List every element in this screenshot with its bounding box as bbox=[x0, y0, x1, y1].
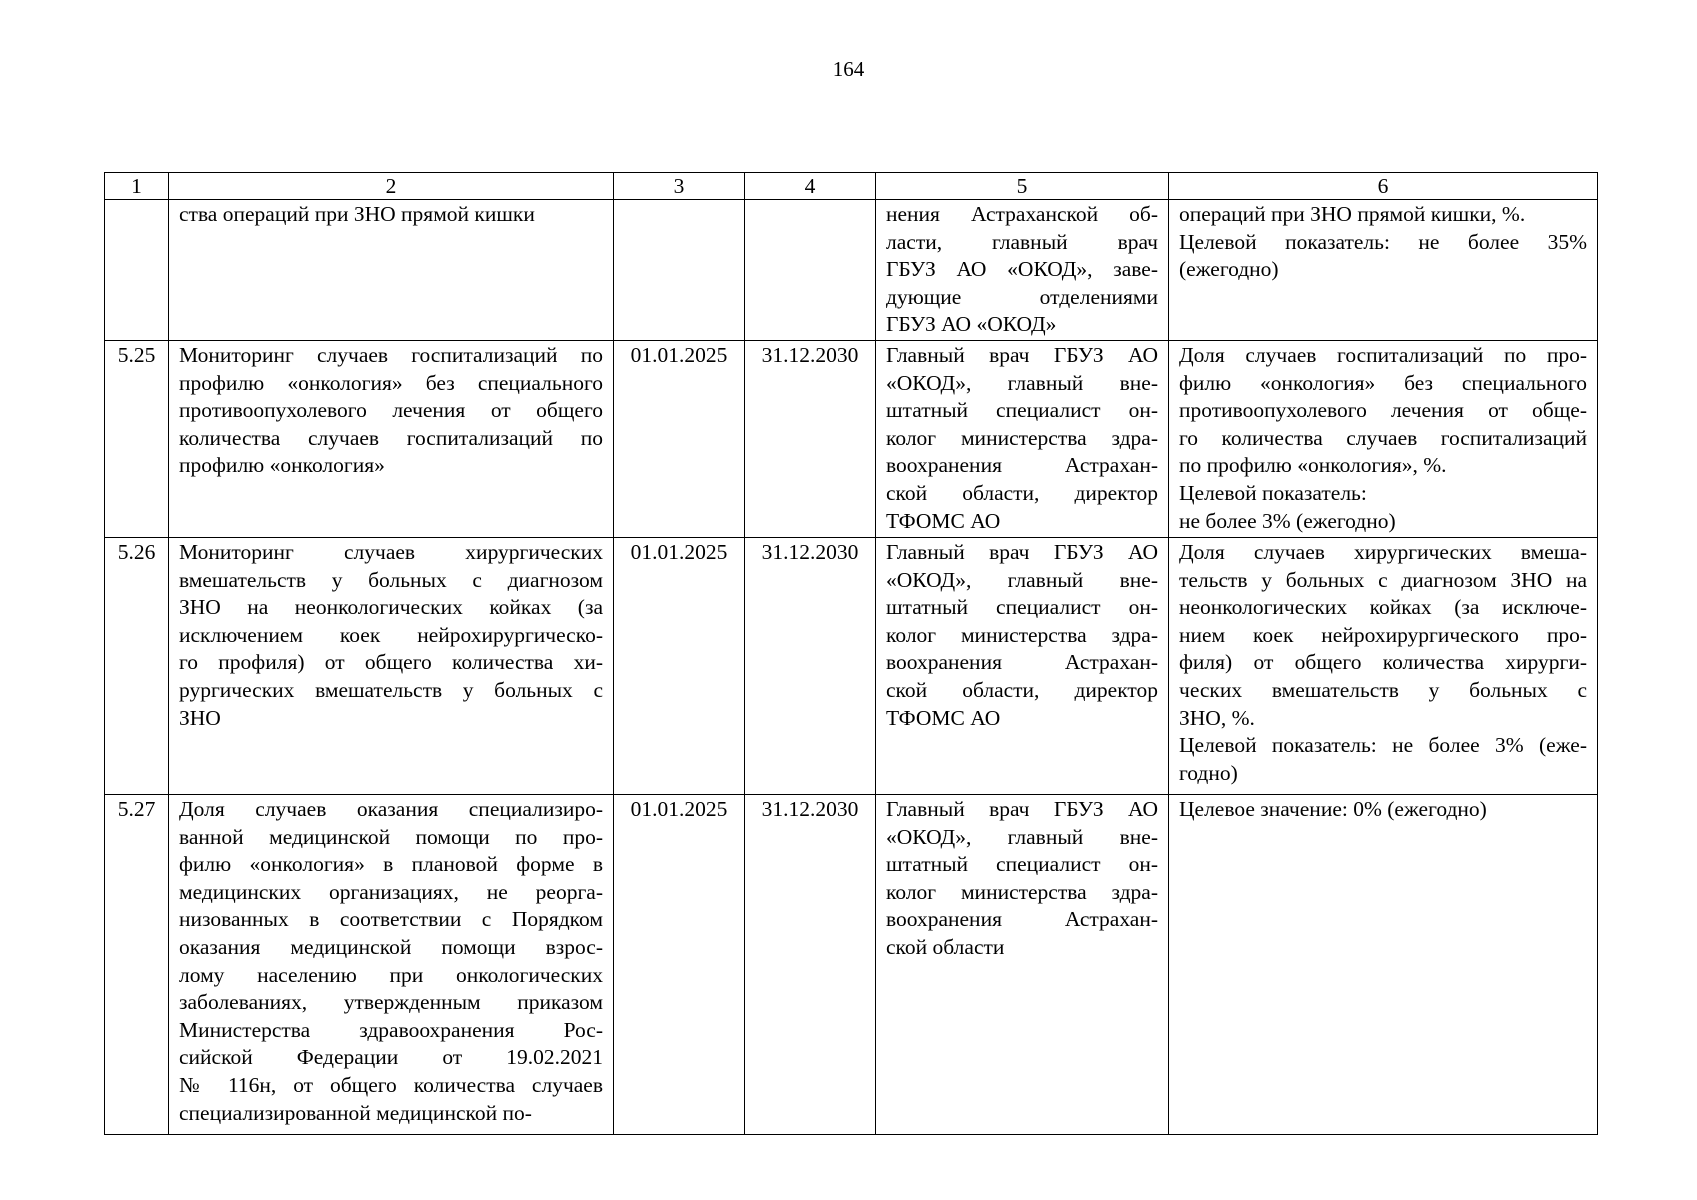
cell-line: филю «онкология» в плановой форме в bbox=[179, 852, 603, 877]
cell-line: операций при ЗНО прямой кишки, %. bbox=[1179, 202, 1526, 226]
cell-line: ГБУЗ АО «ОКОД», заве- bbox=[886, 257, 1158, 282]
start-date-cell bbox=[614, 794, 745, 1134]
cell-line: не более 3% (ежегодно) bbox=[1179, 508, 1396, 533]
measure-cell bbox=[169, 200, 614, 341]
cell-line: заболеваниях, утвержденным приказом bbox=[179, 990, 603, 1015]
end-date-cell bbox=[745, 340, 876, 537]
cell-line: противоопухолевого лечения от обще- bbox=[1179, 398, 1587, 423]
end-date: 31.12.2030 bbox=[761, 539, 859, 564]
responsible-cell bbox=[876, 340, 1169, 537]
table-row bbox=[105, 794, 1598, 1134]
result-cell bbox=[1169, 537, 1598, 794]
cell-line: ЗНО bbox=[179, 705, 221, 730]
cell-line: по профилю «онкология», %. bbox=[1179, 453, 1447, 478]
cell-line: воохранения Астрахан- bbox=[886, 907, 1158, 932]
row-number-cell bbox=[105, 537, 169, 794]
cell-line: «ОКОД», главный вне- bbox=[886, 567, 1158, 592]
page-number: 164 bbox=[832, 57, 865, 81]
plan-table bbox=[104, 172, 1598, 1135]
responsible-cell bbox=[876, 794, 1169, 1134]
start-date: 01.01.2025 bbox=[630, 796, 728, 821]
header-cell-2: 2 bbox=[169, 173, 614, 200]
cell-line: ТФОМС АО bbox=[886, 508, 1001, 533]
cell-line: оказания медицинской помощи взрос- bbox=[179, 934, 603, 959]
cell-line: дующие отделениями bbox=[886, 284, 1158, 309]
row-number-cell bbox=[105, 794, 169, 1134]
row-number-cell bbox=[105, 200, 169, 341]
cell-line: (ежегодно) bbox=[1179, 257, 1279, 282]
measure-cell bbox=[169, 794, 614, 1134]
cell-line: Мониторинг случаев госпитализаций по bbox=[179, 342, 603, 367]
cell-line: специализированной медицинской по- bbox=[179, 1100, 532, 1125]
cell-line: Целевой показатель: не более 3% (еже- bbox=[1179, 733, 1587, 758]
cell-line: воохранения Астрахан- bbox=[886, 453, 1158, 478]
row-number: 5.27 bbox=[117, 796, 156, 821]
cell-line: рургических вмешательств у больных с bbox=[179, 677, 603, 702]
header-cell-5: 5 bbox=[876, 173, 1169, 200]
cell-line: Доля случаев госпитализаций по про- bbox=[1179, 342, 1587, 367]
end-date-cell bbox=[745, 537, 876, 794]
start-date-cell bbox=[614, 537, 745, 794]
cell-line: нения Астраханской об- bbox=[886, 202, 1158, 226]
cell-line: Целевой показатель: bbox=[1179, 480, 1367, 505]
cell-line: Доля случаев хирургических вмеша- bbox=[1179, 539, 1587, 564]
cell-line: вмешательств у больных с диагнозом bbox=[179, 567, 603, 592]
cell-line: штатный специалист он- bbox=[886, 398, 1158, 423]
header-cell-3: 3 bbox=[614, 173, 745, 200]
responsible-cell bbox=[876, 537, 1169, 794]
cell-line: ЗНО, %. bbox=[1179, 705, 1255, 730]
cell-line: Главный врач ГБУЗ АО bbox=[886, 342, 1158, 367]
cell-line: сийской Федерации от 19.02.2021 bbox=[179, 1045, 603, 1070]
cell-line: ТФОМС АО bbox=[886, 705, 1001, 730]
cell-line: № 116н, от общего количества случаев bbox=[179, 1072, 603, 1097]
cell-line: штатный специалист он- bbox=[886, 852, 1158, 877]
cell-line: Главный врач ГБУЗ АО bbox=[886, 539, 1158, 564]
cell-line: лому населению при онкологических bbox=[179, 962, 603, 987]
cell-line: филя) от общего количества хирурги- bbox=[1179, 650, 1587, 675]
cell-line: Доля случаев оказания специализиро- bbox=[179, 796, 603, 821]
start-date-cell bbox=[614, 340, 745, 537]
cell-line: ства операций при ЗНО прямой кишки bbox=[179, 202, 535, 226]
cell-line: колог министерства здра- bbox=[886, 425, 1158, 450]
cell-line: Главный врач ГБУЗ АО bbox=[886, 796, 1158, 821]
cell-line: профилю «онкология» bbox=[179, 453, 385, 478]
cell-line: неонкологических койках (за исключе- bbox=[1179, 595, 1587, 620]
cell-line: Целевое значение: 0% (ежегодно) bbox=[1179, 796, 1487, 821]
header-cell-1: 1 bbox=[105, 173, 169, 200]
header-cell-4: 4 bbox=[745, 173, 876, 200]
header-cell-6: 6 bbox=[1169, 173, 1598, 200]
row-number: 5.25 bbox=[117, 342, 156, 367]
cell-line: исключением коек нейрохирургическо- bbox=[179, 622, 603, 647]
cell-line: ской области, директор bbox=[886, 480, 1158, 505]
cell-line: профилю «онкология» без специального bbox=[179, 370, 603, 395]
cell-line: Целевой показатель: не более 35% bbox=[1179, 229, 1587, 254]
cell-line: ской области, директор bbox=[886, 677, 1158, 702]
cell-line: колог министерства здра- bbox=[886, 879, 1158, 904]
cell-line: количества случаев госпитализаций по bbox=[179, 425, 603, 450]
cell-line: ческих вмешательств у больных с bbox=[1179, 677, 1587, 702]
cell-line: ЗНО на неонкологических койках (за bbox=[179, 595, 603, 620]
cell-line: нием коек нейрохирургического про- bbox=[1179, 622, 1587, 647]
cell-line: «ОКОД», главный вне- bbox=[886, 370, 1158, 395]
cell-line: штатный специалист он- bbox=[886, 595, 1158, 620]
table-row bbox=[105, 340, 1598, 537]
result-cell bbox=[1169, 200, 1598, 341]
start-date: 01.01.2025 bbox=[630, 342, 728, 367]
cell-line: годно) bbox=[1179, 760, 1238, 785]
table-body bbox=[105, 200, 1598, 1135]
measure-cell bbox=[169, 537, 614, 794]
header-row bbox=[105, 173, 1598, 200]
row-number: 5.26 bbox=[117, 539, 156, 564]
cell-line: «ОКОД», главный вне- bbox=[886, 824, 1158, 849]
cell-line: Министерства здравоохранения Рос- bbox=[179, 1017, 603, 1042]
cell-line: медицинских организациях, не реорга- bbox=[179, 879, 603, 904]
result-cell bbox=[1169, 794, 1598, 1134]
table-row bbox=[105, 200, 1598, 341]
cell-line: воохранения Астрахан- bbox=[886, 650, 1158, 675]
cell-line: ласти, главный врач bbox=[886, 229, 1158, 254]
cell-line: го профиля) от общего количества хи- bbox=[179, 650, 603, 675]
cell-line: низованных в соответствии с Порядком bbox=[179, 907, 603, 932]
measure-cell bbox=[169, 340, 614, 537]
cell-line: ГБУЗ АО «ОКОД» bbox=[886, 312, 1057, 337]
row-number-cell bbox=[105, 340, 169, 537]
end-date-cell bbox=[745, 200, 876, 341]
cell-line: го количества случаев госпитализаций bbox=[1179, 425, 1587, 450]
end-date-cell bbox=[745, 794, 876, 1134]
cell-line: Мониторинг случаев хирургических bbox=[179, 539, 603, 564]
cell-line: колог министерства здра- bbox=[886, 622, 1158, 647]
cell-line: филю «онкология» без специального bbox=[1179, 370, 1587, 395]
start-date: 01.01.2025 bbox=[630, 539, 728, 564]
table-row bbox=[105, 537, 1598, 794]
cell-line: ванной медицинской помощи по про- bbox=[179, 824, 603, 849]
result-cell bbox=[1169, 340, 1598, 537]
end-date: 31.12.2030 bbox=[761, 796, 859, 821]
responsible-cell bbox=[876, 200, 1169, 341]
cell-line: ской области bbox=[886, 934, 1005, 959]
start-date-cell bbox=[614, 200, 745, 341]
cell-line: тельств у больных с диагнозом ЗНО на bbox=[1179, 567, 1587, 592]
end-date: 31.12.2030 bbox=[761, 342, 859, 367]
cell-line: противоопухолевого лечения от общего bbox=[179, 398, 603, 423]
